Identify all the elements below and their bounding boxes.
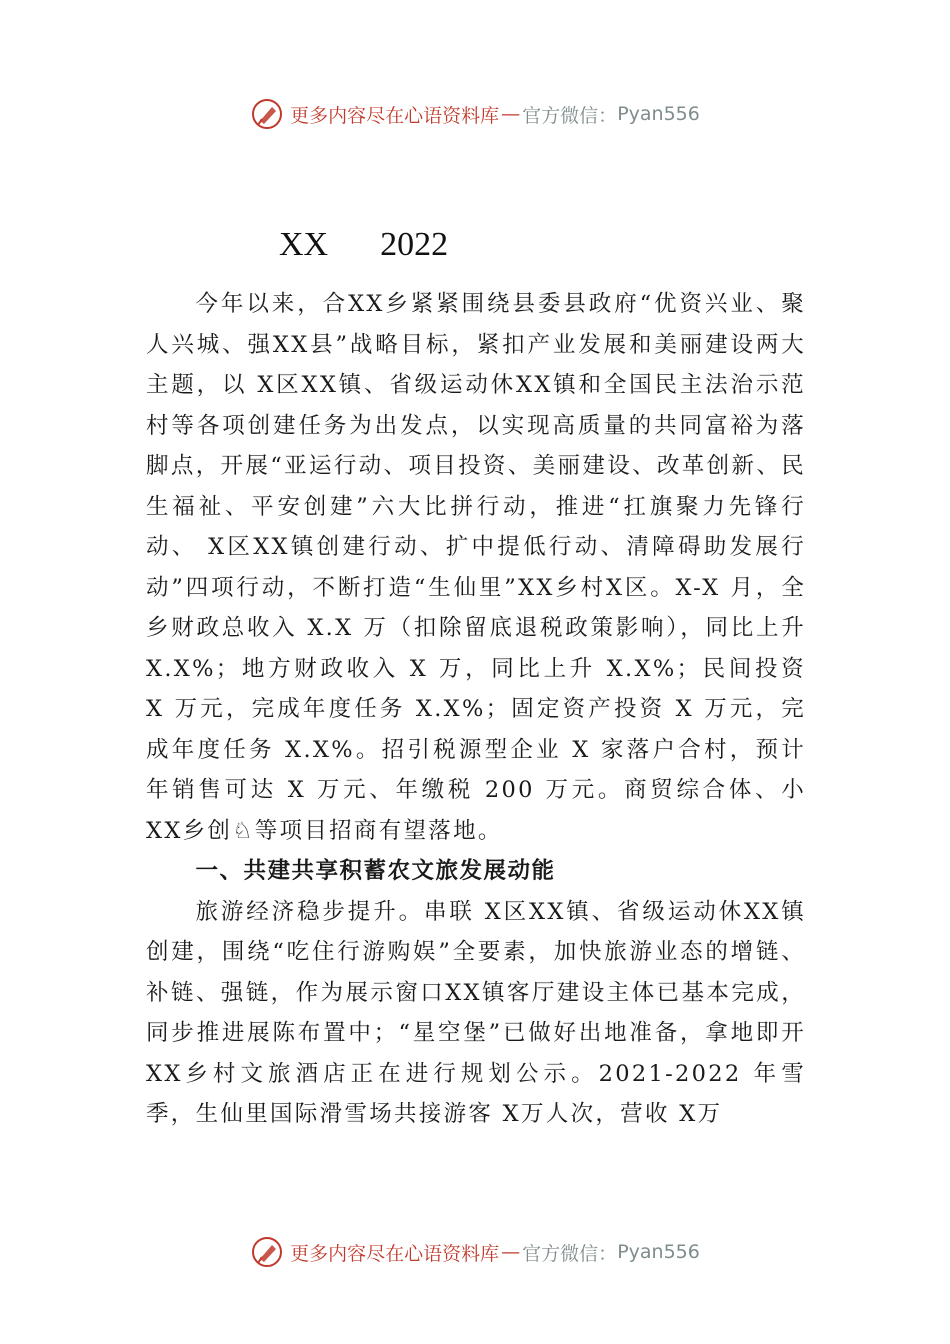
- pen-nib-icon: [250, 1235, 284, 1269]
- watermark-handle: Pyan556: [617, 103, 700, 125]
- watermark-main-text: 更多内容尽在心语资料库: [290, 1242, 500, 1265]
- watermark-main-text: 更多内容尽在心语资料库: [290, 104, 500, 127]
- watermark-separator: —: [501, 103, 521, 125]
- watermark-label: 官方微信：: [522, 104, 618, 127]
- title-part-2: 2022: [380, 226, 449, 263]
- section-1-heading: 一、共建共享积蓄农文旅发展动能: [195, 858, 556, 884]
- watermark-footer: [0, 1232, 950, 1272]
- watermark-handle: Pyan556: [617, 1241, 700, 1263]
- watermark-separator: —: [501, 1241, 521, 1263]
- pen-nib-icon: [250, 97, 284, 131]
- document-body: [146, 284, 806, 1135]
- title-part-1: XX: [279, 226, 329, 263]
- document-title: [262, 188, 448, 264]
- watermark-header: [0, 94, 950, 134]
- section-1-paragraph: 旅游经济稳步提升。串联 X区XX镇、省级运动休XX镇创建，围绕“吃住行游购娱”全要素，加快旅游业态的增链、补链、强链，作为展示窗口XX镇客厅建设主体已基本完成，同步推进展陈布置中；“星空堡”已做好出地准备，拿地即开XX乡村文旅酒店正在进行规划公示。2021-2022 年雪季，生仙里国际滑雪场共接游客 X万人次，营收 X万: [146, 898, 806, 1127]
- intro-paragraph: 今年以来，合XX乡紧紧围绕县委县政府“优资兴业、聚人兴城、强XX县”战略目标，紧扣产业发展和美丽建设两大主题，以 X区XX镇、省级运动休XX镇和全国民主法治示范村等各项创建任务为出发点，以实现高质量的共同富裕为落脚点，开展“亚运行动、项目投资、美丽建设、改革创新、民生福祉、平安创建”六大比拼行动，推进“扛旗聚力先锋行动、 X区XX镇创建行动、扩中提低行动、清障碍助发展行动”四项行动，不断打造“生仙里”XX乡村X区。X-X 月，全乡财政总收入 X.X 万（扣除留底退税政策影响），同比上升 X.X%；地方财政收入 X 万，同比上升 X.X%；民间投资 X 万元，完成年度任务 X.X%；固定资产投资 X 万元，完成年度任务 X.X%。招引税源型企业 X 家落户合村，预计年销售可达 X 万元、年缴税 200 万元。商贸综合体、小XX乡创♘等项目招商有望落地。: [146, 291, 806, 844]
- watermark-label: 官方微信：: [522, 1242, 618, 1265]
